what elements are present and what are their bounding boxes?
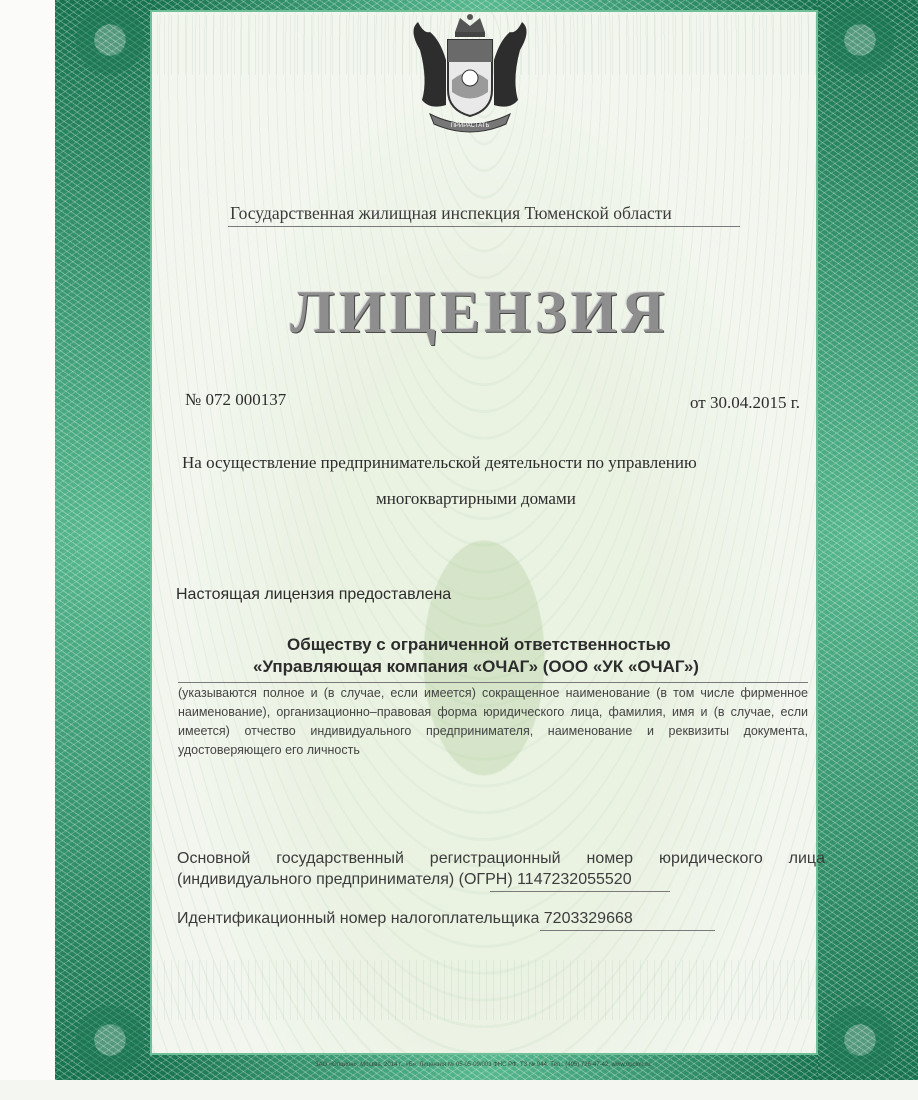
tyumen-coat-of-arms-icon xyxy=(400,10,540,140)
granted-to-label: Настоящая лицензия предоставлена xyxy=(176,586,452,603)
company-name-line-1: Обществу с ограниченной ответственностью xyxy=(287,635,671,654)
company-underline xyxy=(178,682,808,683)
inn-underline xyxy=(540,930,715,931)
ogrn-underline xyxy=(490,891,670,892)
activity-line-2: многоквартирными домами xyxy=(376,489,576,508)
scan-margin xyxy=(0,0,55,1080)
ogrn-field: Основной государственный регистрационный номер юридического лица (индивидуального предпринимателя) (ОГРН) 1147232055520 xyxy=(177,850,825,888)
inn-field: Идентификационный номер налогоплательщика 7203329668 xyxy=(177,910,633,927)
company-field-hint: (указываются полное и (в случае, если имеется) сокращенное наименование (в том числе фирменное наименование), организационно–правовая форма юридического лица, фамилия, имя и (в случае, если имеется) отчество индивидуального предпринимателя, наименование и реквизиты документа, удостоверяющего его личность xyxy=(178,686,808,757)
activity-line-1: На осуществление предпринимательской деятельности по управлению xyxy=(182,453,697,472)
document-title: ЛИЦЕНЗИЯ xyxy=(290,279,669,345)
license-number: № 072 000137 xyxy=(185,390,287,409)
license-date: от 30.04.2015 г. xyxy=(690,393,801,412)
issuing-authority: Государственная жилищная инспекция Тюменской области xyxy=(230,203,672,223)
emblem-motto: ПРИРАСТАТЬ xyxy=(450,123,490,129)
company-name-line-2: «Управляющая компания «ОЧАГ» (ООО «УК «ОЧАГ») xyxy=(253,657,699,676)
frame-left xyxy=(55,0,150,1080)
frame-corner-ornament xyxy=(800,980,918,1100)
printer-imprint: ЗАО «Опцион», Москва, 2014 г., «Б». Лицензия № 05-05-09/003 ФНС РФ. ТЗ № 944. Тел.: (495) 726-47-42, www.opcion.ru xyxy=(315,1062,651,1068)
frame-corner-ornament xyxy=(50,980,170,1100)
authority-underline xyxy=(228,226,740,227)
frame-right xyxy=(818,0,918,1080)
frame-top xyxy=(150,0,818,10)
frame-inner-border xyxy=(150,10,818,1055)
